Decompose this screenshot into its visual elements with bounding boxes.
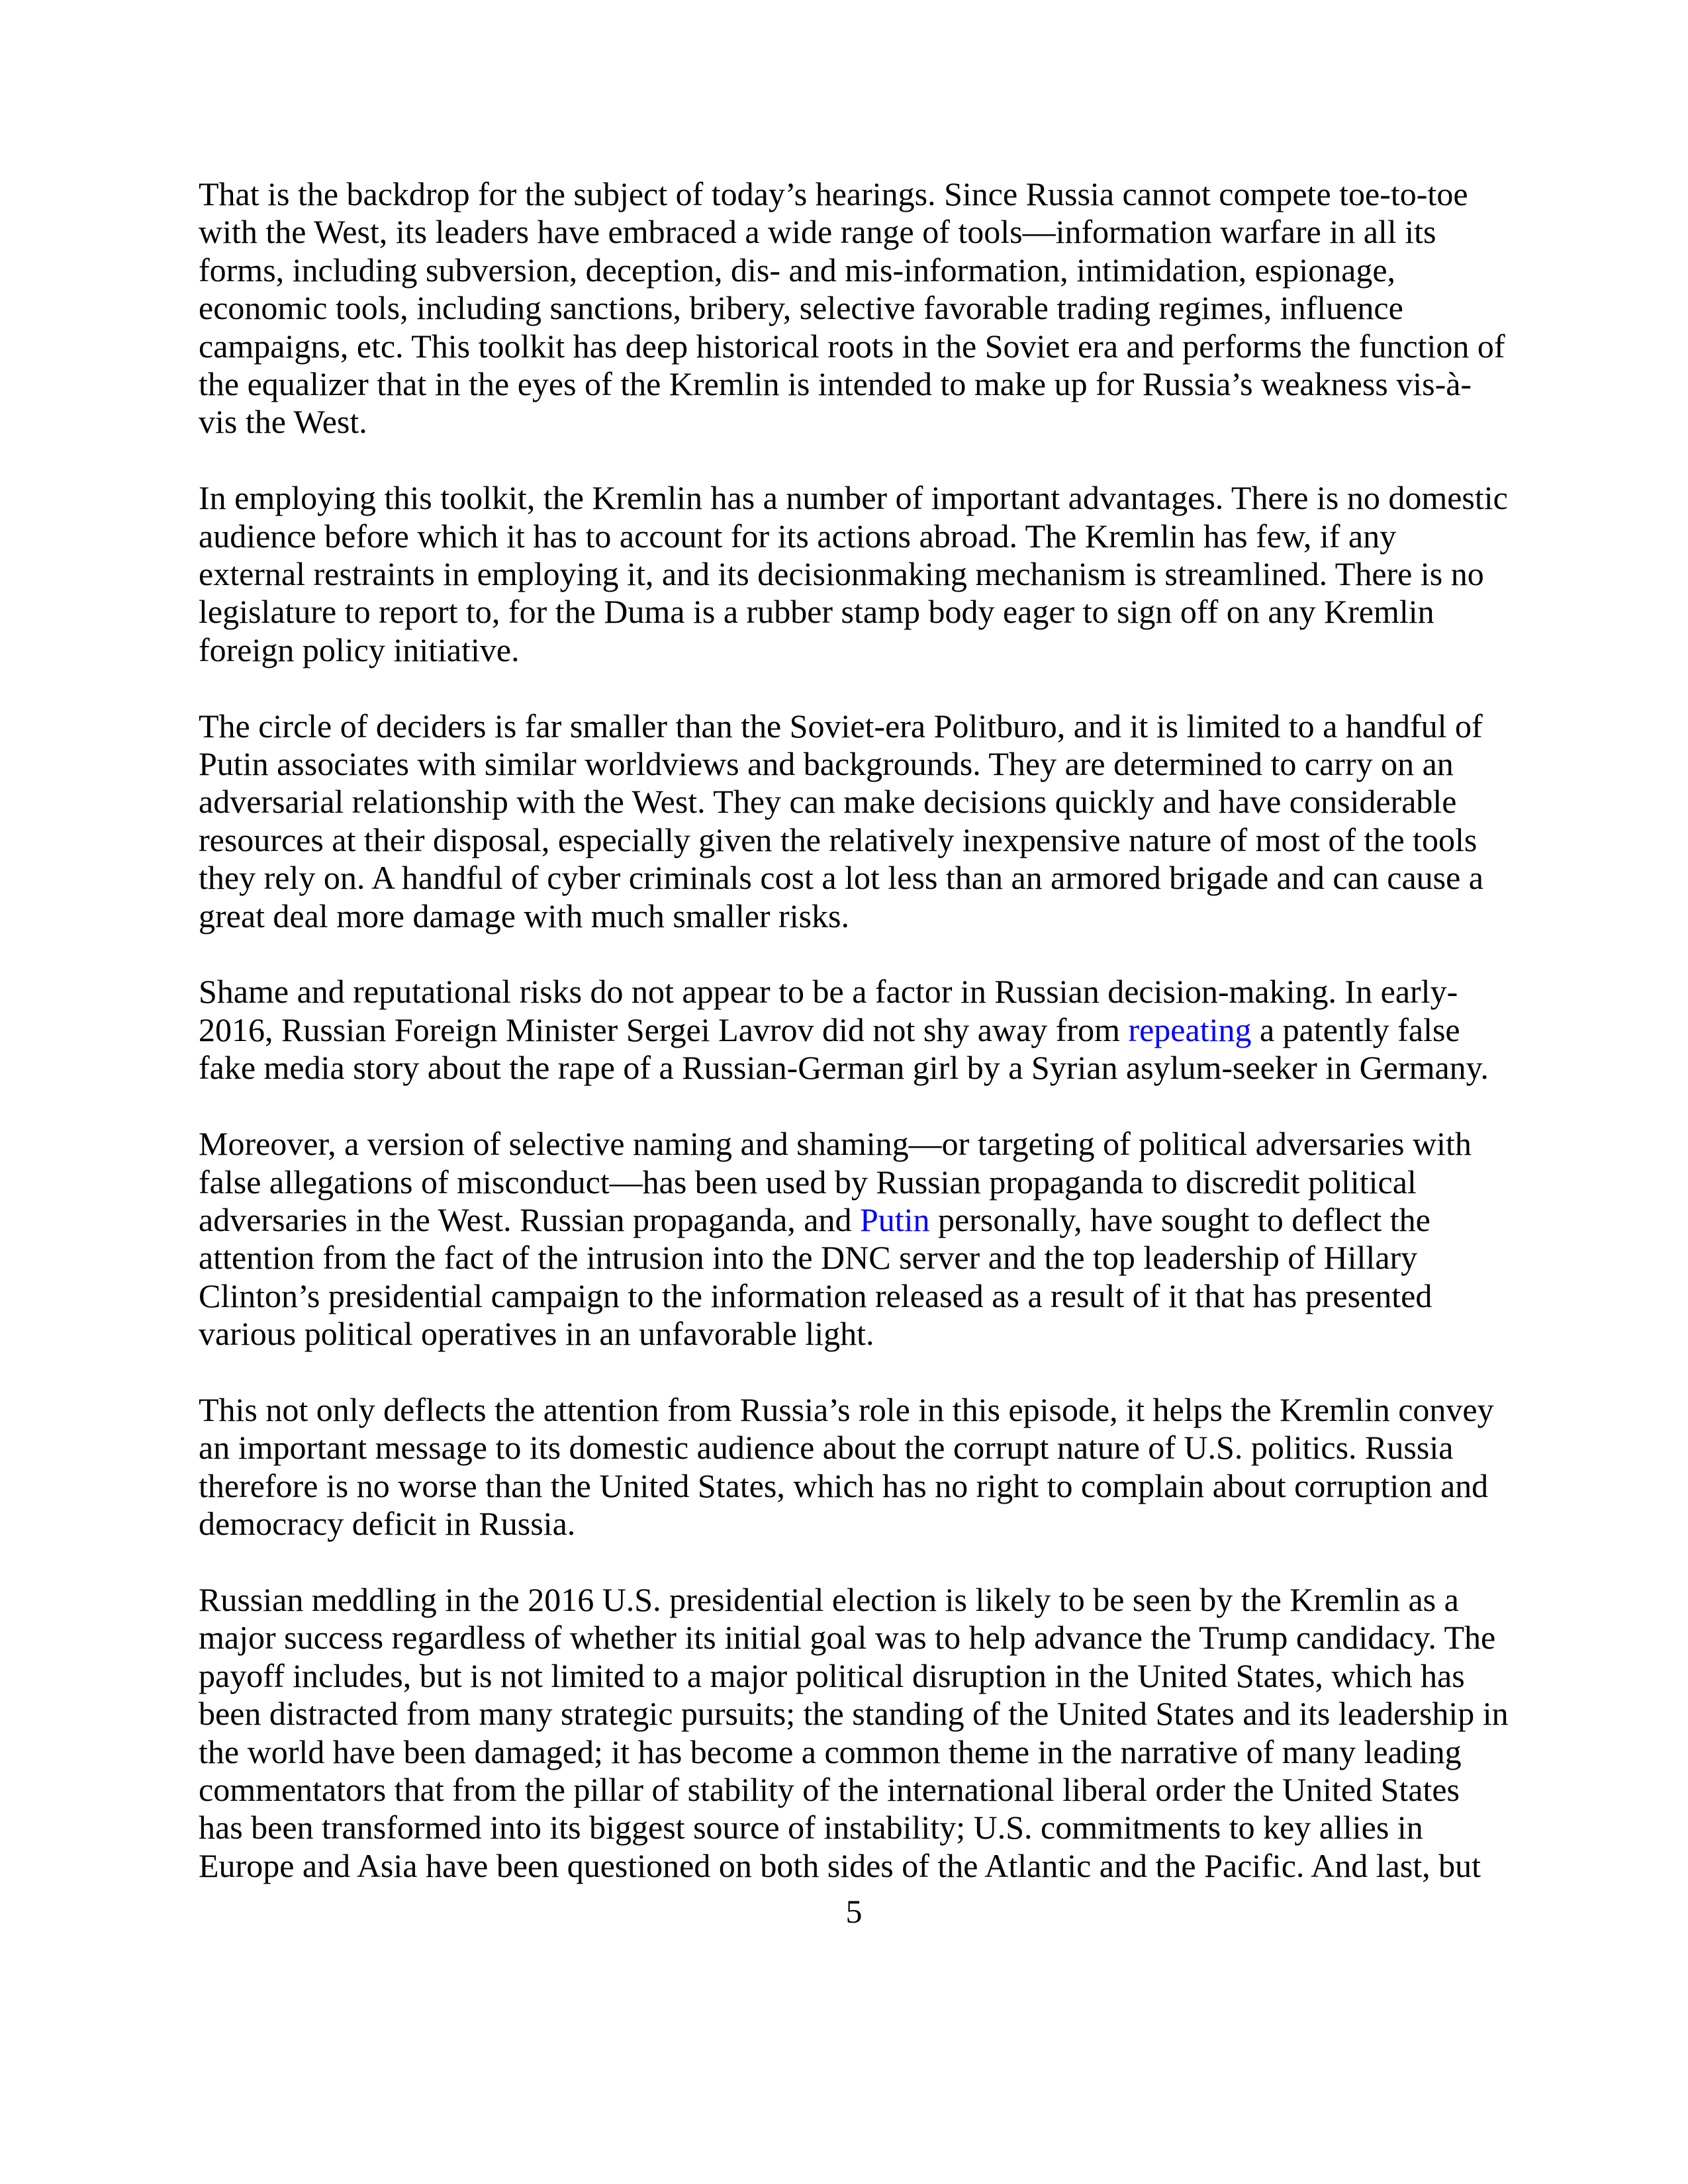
text-line: false allegations of misconduct—has been used by Russian propaganda to discredit political (199, 1163, 1417, 1201)
text-line: That is the backdrop for the subject of today’s hearings. Since Russia cannot compete toe-to-toe (199, 175, 1468, 212)
text-line: campaigns, etc. This toolkit has deep historical roots in the Soviet era and performs the function of (199, 327, 1505, 365)
text-line: audience before which it has to account for its actions abroad. The Kremlin has few, if any (199, 517, 1397, 555)
text-line: legislature to report to, for the Duma is a rubber stamp body eager to sign off on any Kremlin (199, 593, 1434, 631)
page-number: 5 (845, 1893, 863, 1930)
text-line: great deal more damage with much smaller risks. (199, 897, 850, 934)
text-line: In employing this toolkit, the Kremlin has a number of important advantages. There is no domestic (199, 479, 1508, 517)
text-segment: a patently false (1251, 1011, 1460, 1048)
text-line: various political operatives in an unfavorable light. (199, 1315, 874, 1353)
text-line (199, 1011, 1513, 1049)
paragraph (199, 707, 1513, 935)
paragraph (199, 1581, 1513, 1885)
text-line: an important message to its domestic audience about the corrupt nature of U.S. politics. Russia (199, 1429, 1454, 1467)
paragraph (199, 1125, 1513, 1353)
paragraph (199, 1391, 1513, 1543)
text-line: therefore is no worse than the United States, which has no right to complain about corruption and (199, 1467, 1489, 1504)
text-line: Putin associates with similar worldviews and backgrounds. They are determined to carry on an (199, 745, 1454, 783)
text-line: commentators that from the pillar of stability of the international liberal order the United States (199, 1770, 1460, 1808)
text-segment: adversaries in the West. Russian propaganda, and (199, 1201, 860, 1238)
hyperlink-putin[interactable]: Putin (859, 1201, 930, 1238)
document-body (199, 175, 1513, 1885)
paragraph (199, 973, 1513, 1087)
text-line: resources at their disposal, especially given the relatively inexpensive nature of most of the tools (199, 821, 1477, 858)
text-line: Clinton’s presidential campaign to the information released as a result of it that has presented (199, 1277, 1432, 1314)
text-line: vis the West. (199, 403, 367, 441)
text-line: attention from the fact of the intrusion into the DNC server and the top leadership of Hillary (199, 1239, 1418, 1277)
text-line: major success regardless of whether its initial goal was to help advance the Trump candidacy. The (199, 1619, 1496, 1657)
text-line: the equalizer that in the eyes of the Kremlin is intended to make up for Russia’s weakness vis-à- (199, 365, 1472, 403)
text-line: The circle of deciders is far smaller than the Soviet-era Politburo, and it is limited to a handful of (199, 707, 1483, 745)
text-line: Shame and reputational risks do not appear to be a factor in Russian decision-making. In early- (199, 973, 1458, 1011)
text-line: external restraints in employing it, and its decisionmaking mechanism is streamlined. There is no (199, 555, 1484, 593)
text-line: been distracted from many strategic pursuits; the standing of the United States and its leadership in (199, 1695, 1509, 1733)
text-line: the world have been damaged; it has become a common theme in the narrative of many leading (199, 1733, 1462, 1770)
paragraph (199, 479, 1513, 669)
text-line: This not only deflects the attention from Russia’s role in this episode, it helps the Kremlin convey (199, 1390, 1494, 1428)
text-line: has been transformed into its biggest source of instability; U.S. commitments to key allies in (199, 1809, 1423, 1846)
hyperlink-repeating[interactable]: repeating (1128, 1011, 1252, 1048)
text-line (199, 1201, 1513, 1239)
text-line: democracy deficit in Russia. (199, 1505, 576, 1543)
text-segment: personally, have sought to deflect the (929, 1201, 1430, 1238)
text-line: they rely on. A handful of cyber criminals cost a lot less than an armored brigade and can cause a (199, 859, 1483, 897)
paragraph (199, 175, 1513, 441)
text-line: fake media story about the rape of a Russian-German girl by a Syrian asylum-seeker in Germany. (199, 1049, 1489, 1087)
text-line: foreign policy initiative. (199, 631, 520, 668)
text-line: economic tools, including sanctions, bribery, selective favorable trading regimes, influence (199, 289, 1403, 327)
text-line: Europe and Asia have been questioned on both sides of the Atlantic and the Pacific. And last, but (199, 1846, 1481, 1884)
text-line: forms, including subversion, deception, dis- and mis-information, intimidation, espionage, (199, 251, 1396, 289)
text-line: Moreover, a version of selective naming and shaming—or targeting of political adversaries with (199, 1125, 1472, 1163)
text-line: Russian meddling in the 2016 U.S. presidential election is likely to be seen by the Kremlin as a (199, 1580, 1459, 1618)
text-line: adversarial relationship with the West. They can make decisions quickly and have considerable (199, 783, 1457, 821)
text-line: with the West, its leaders have embraced a wide range of tools—information warfare in all its (199, 213, 1436, 251)
text-segment: 2016, Russian Foreign Minister Sergei Lavrov did not shy away from (199, 1011, 1129, 1048)
text-line: payoff includes, but is not limited to a major political disruption in the United States, which has (199, 1657, 1465, 1694)
